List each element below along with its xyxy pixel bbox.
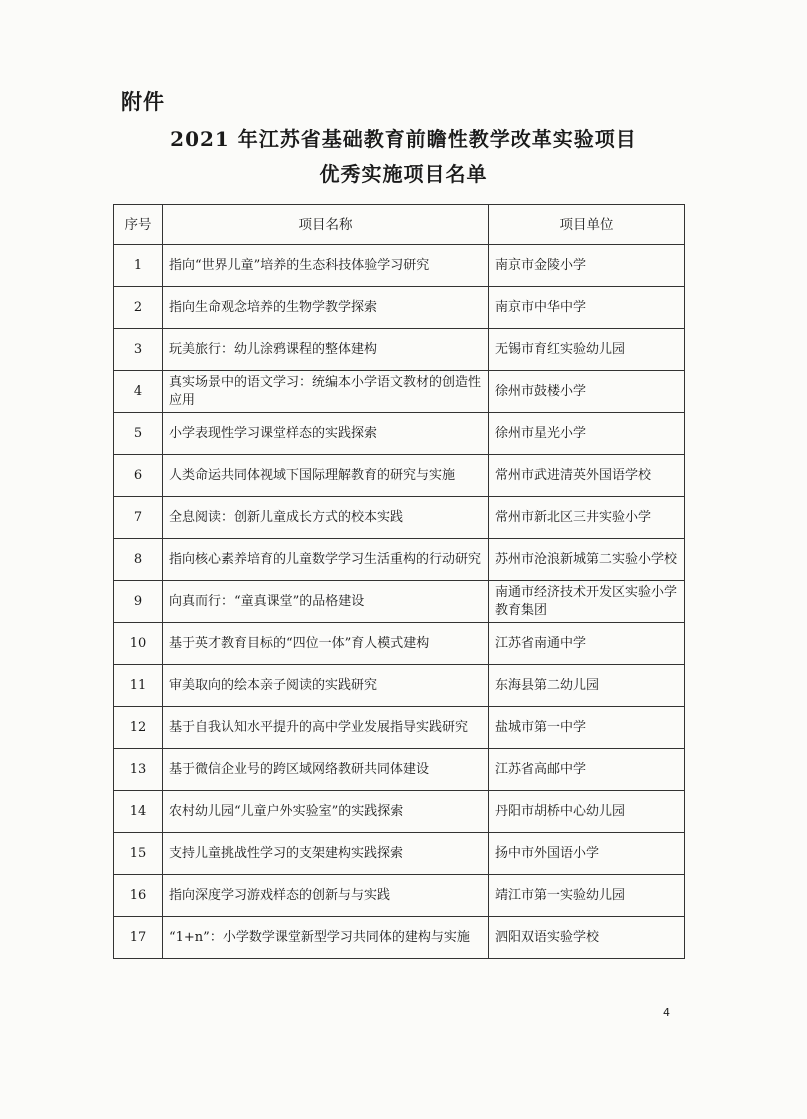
table-row [114,413,685,455]
row-project-unit: 泗阳双语实验学校 [489,917,685,959]
page-number: 4 [663,1006,670,1019]
row-project-unit: 扬中市外国语小学 [489,833,685,875]
header-index: 序号 [114,205,163,245]
row-project-unit: 靖江市第一实验幼儿园 [489,875,685,917]
row-index: 5 [114,413,163,455]
row-index: 10 [114,623,163,665]
table-row [114,329,685,371]
row-project-unit: 江苏省南通中学 [489,623,685,665]
row-project-unit: 江苏省高邮中学 [489,749,685,791]
row-index: 9 [114,581,163,623]
row-index: 8 [114,539,163,581]
row-index: 14 [114,791,163,833]
header-project-name: 项目名称 [163,205,489,245]
row-project-unit: 徐州市鼓楼小学 [489,371,685,413]
table-row [114,791,685,833]
row-index: 3 [114,329,163,371]
row-project-name: 基于英才教育目标的“四位一体”育人模式建构 [163,623,489,665]
row-project-name: 向真而行：“童真课堂”的品格建设 [163,581,489,623]
row-index: 1 [114,245,163,287]
header-project-unit: 项目单位 [489,205,685,245]
row-project-unit: 盐城市第一中学 [489,707,685,749]
row-project-name: 指向核心素养培育的儿童数学学习生活重构的行动研究 [163,539,489,581]
row-project-unit: 无锡市育红实验幼儿园 [489,329,685,371]
row-index: 2 [114,287,163,329]
table-row [114,497,685,539]
row-project-name: 基于微信企业号的跨区域网络教研共同体建设 [163,749,489,791]
table-row [114,833,685,875]
table-row [114,707,685,749]
project-table [113,204,685,959]
table-row [114,623,685,665]
table-row [114,917,685,959]
row-project-name: 审美取向的绘本亲子阅读的实践研究 [163,665,489,707]
table-row [114,455,685,497]
row-project-name: 人类命运共同体视域下国际理解教育的研究与实施 [163,455,489,497]
row-project-name: 指向生命观念培养的生物学教学探索 [163,287,489,329]
row-index: 16 [114,875,163,917]
row-project-unit: 常州市武进清英外国语学校 [489,455,685,497]
table-row [114,539,685,581]
row-project-name: 基于自我认知水平提升的高中学业发展指导实践研究 [163,707,489,749]
row-project-name: 玩美旅行：幼儿涂鸦课程的整体建构 [163,329,489,371]
row-index: 13 [114,749,163,791]
row-project-name: “1+n”：小学数学课堂新型学习共同体的建构与实施 [163,917,489,959]
row-index: 6 [114,455,163,497]
row-index: 17 [114,917,163,959]
table-row [114,287,685,329]
row-project-name: 真实场景中的语文学习：统编本小学语文教材的创造性应用 [163,371,489,413]
row-index: 11 [114,665,163,707]
table-row [114,665,685,707]
row-project-unit: 南京市金陵小学 [489,245,685,287]
document-title: 2021 年江苏省基础教育前瞻性教学改革实验项目 [170,127,637,151]
row-project-name: 指向“世界儿童”培养的生态科技体验学习研究 [163,245,489,287]
row-project-unit: 丹阳市胡桥中心幼儿园 [489,791,685,833]
table-row [114,371,685,413]
row-project-unit: 南通市经济技术开发区实验小学教育集团 [489,581,685,623]
row-project-name: 支持儿童挑战性学习的支架建构实践探索 [163,833,489,875]
row-project-name: 指向深度学习游戏样态的创新与与实践 [163,875,489,917]
row-project-unit: 南京市中华中学 [489,287,685,329]
row-index: 15 [114,833,163,875]
row-index: 12 [114,707,163,749]
row-project-name: 农村幼儿园“儿童户外实验室”的实践探索 [163,791,489,833]
row-project-name: 小学表现性学习课堂样态的实践探索 [163,413,489,455]
row-project-unit: 常州市新北区三井实验小学 [489,497,685,539]
attachment-label: 附件 [121,90,165,114]
row-project-unit: 徐州市星光小学 [489,413,685,455]
table-header-row [114,205,685,245]
table-row [114,245,685,287]
row-project-unit: 苏州市沧浪新城第二实验小学校 [489,539,685,581]
row-project-name: 全息阅读：创新儿童成长方式的校本实践 [163,497,489,539]
document-subtitle: 优秀实施项目名单 [319,162,488,186]
table-row [114,875,685,917]
row-index: 4 [114,371,163,413]
table-row [114,749,685,791]
row-index: 7 [114,497,163,539]
table-row [114,581,685,623]
row-project-unit: 东海县第二幼儿园 [489,665,685,707]
